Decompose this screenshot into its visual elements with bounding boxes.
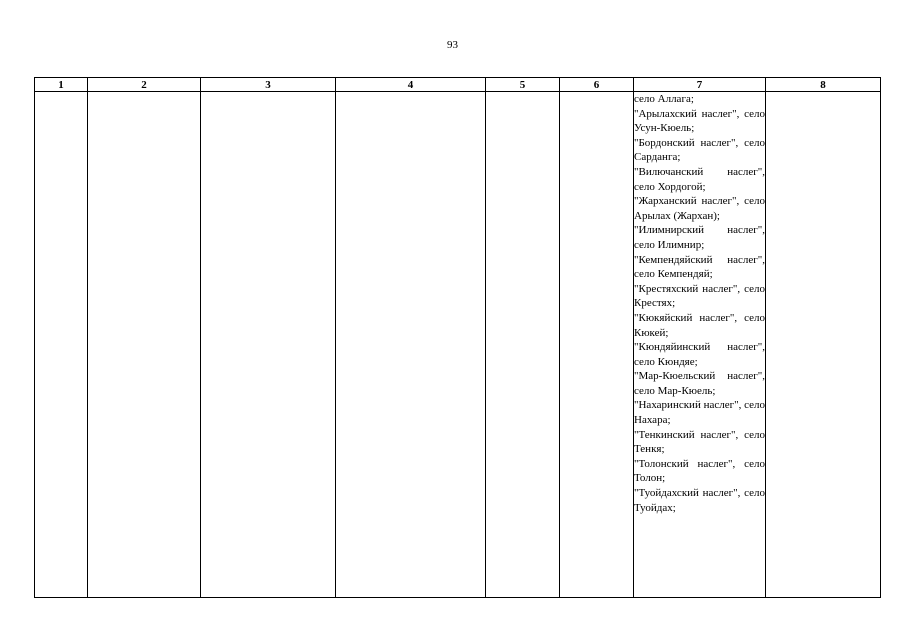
column-header-7: 7 xyxy=(634,78,766,92)
settlement-entry: "Бордонский наслег", село Сарданга; xyxy=(634,136,765,164)
settlement-entry: "Нахаринский наслег", село Нахара; xyxy=(634,399,765,427)
column-header-8: 8 xyxy=(766,78,881,92)
settlement-entry: "Крестяхский наслег", село Крестях; xyxy=(634,282,765,310)
settlement-entry: "Вилючанский наслег", село Хордогой; xyxy=(634,165,765,193)
settlement-entry: село Аллага; xyxy=(634,93,694,105)
table-cell-col5 xyxy=(486,92,560,598)
document-table xyxy=(34,77,881,598)
settlement-entry: "Тенкинский наслег", село Тенкя; xyxy=(634,428,765,456)
settlement-entry: "Арылахский наслег", село Усун-Кюель; xyxy=(634,107,765,135)
column-header-6: 6 xyxy=(560,78,634,92)
table-cell-col2 xyxy=(88,92,201,598)
column-header-3: 3 xyxy=(201,78,336,92)
table-cell-col6 xyxy=(560,92,634,598)
settlement-entry: "Мар-Кюельский наслег", село Мар-Кюель; xyxy=(634,370,765,397)
page-number: 93 xyxy=(447,39,458,51)
settlement-entry: "Илимнирский наслег", село Илимнир; xyxy=(634,224,765,251)
table-cell-col7 xyxy=(634,92,766,598)
table-cell-col8 xyxy=(766,92,881,598)
header-row xyxy=(35,78,881,92)
column-header-1: 1 xyxy=(35,78,88,92)
settlement-entry: "Кюкяйский наслег", село Кюкей; xyxy=(634,311,765,339)
column-header-2: 2 xyxy=(88,78,201,92)
settlement-entry: "Кемпендяйский наслег", село Кемпендяй; xyxy=(634,253,765,281)
settlement-entry: "Кюндяйинский наслег", село Кюндяе; xyxy=(634,341,765,368)
settlement-entry: "Толонский наслег", село Толон; xyxy=(634,457,765,485)
settlement-entry: "Туойдахский наслег", село Туойдах; xyxy=(634,487,765,514)
table-row xyxy=(35,92,881,598)
column-header-5: 5 xyxy=(486,78,560,92)
column-header-4: 4 xyxy=(336,78,486,92)
table-cell-col3 xyxy=(201,92,336,598)
settlement-entry: "Жарханский наслег", село Арылах (Жархан); xyxy=(634,195,765,222)
table-cell-col1 xyxy=(35,92,88,598)
table-cell-col4 xyxy=(336,92,486,598)
